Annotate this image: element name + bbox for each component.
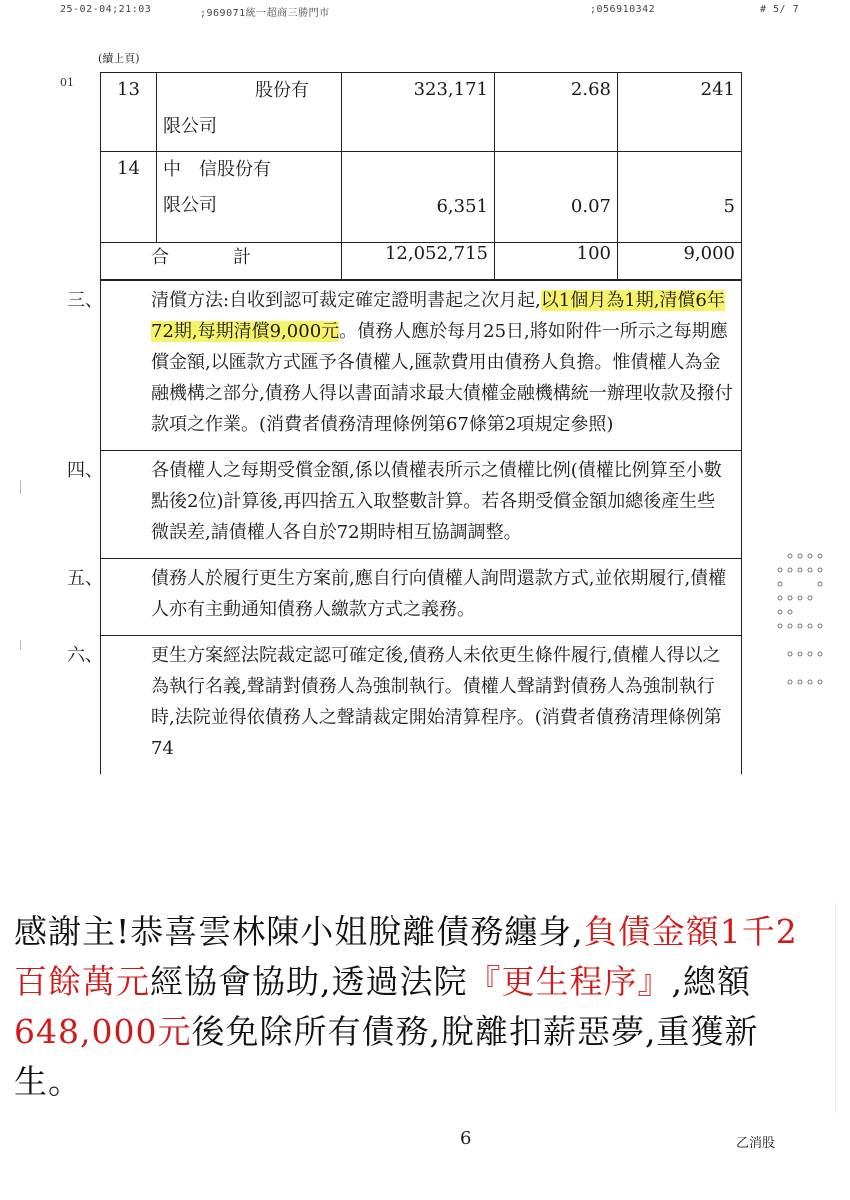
total-amount-highlight: 648,000元 — [14, 1012, 192, 1051]
debt-amount-highlight: 負債金額1千2百餘萬元 — [14, 912, 798, 1001]
creditor-table — [101, 73, 741, 280]
section-number: 四、 — [67, 460, 103, 481]
creditor-name: 中 信股份有 限公司 — [157, 152, 342, 243]
side-number: 01 — [60, 76, 74, 89]
continued-label: (續上頁) — [98, 52, 140, 65]
section-payment-inquiry: 五、 債務人於履行更生方案前,應自行向債權人詢問還款方式,並依期履行,債權人亦有主動通知債務人繳款方式之義務。 — [101, 558, 741, 635]
claim-amount: 323,171 — [342, 73, 495, 152]
section-repayment-method: 三、 清償方法:自收到認可裁定確定證明書起之次月起,以1個月為1期,清償6年72期,每期清償9,000元。債務人應於每月25日,將如附件一所示之每期應償金額,以匯款方式匯予各債權人,匯款費用由債務人負擔。惟債權人為金融機構之部分,債務人得以書面請求最大債權金融機構統一辦理收款及撥付款項之作業。(消費者債務清理條例第67條第2項規定參照) — [101, 280, 741, 450]
page-number: 6 — [460, 1128, 472, 1149]
fax-page: # 5/ 7 — [760, 4, 800, 15]
per-period-amount: 241 — [618, 73, 742, 152]
total-label: 合計 — [101, 243, 342, 280]
fax-datetime: 25-02-04;21:03 — [60, 4, 152, 15]
fax-sender: ;969071統一超商三勝門市 — [200, 8, 330, 19]
fax-header — [60, 4, 830, 18]
section-enforcement: 六、 更生方案經法院裁定認可確定後,債務人未依更生條件履行,債權人得以之為執行名義,聲請對債務人為強制執行。債權人聲請對債務人為強制執行時,法院並得依債務人之聲請裁定開始清算程序。(消費者債務清理條例第74 — [101, 635, 741, 774]
per-period-amount: 5 — [618, 152, 742, 243]
margin-mark — [20, 480, 21, 494]
table-row — [101, 152, 741, 243]
department-label: 乙消股 — [736, 1136, 776, 1151]
procedure-name-highlight: 『更生程序』 — [467, 962, 672, 1001]
fax-number: ;056910342 — [590, 4, 656, 15]
total-ratio: 100 — [495, 243, 618, 280]
margin-mark — [20, 640, 21, 650]
claim-ratio: 0.07 — [495, 152, 618, 243]
redaction — [163, 76, 255, 96]
highlighted-terms: 以1個月為1期,清償6年72期,每期清償9,000元 — [151, 290, 725, 342]
section-number: 六、 — [67, 645, 103, 666]
total-per-period: 9,000 — [618, 243, 742, 280]
table-total-row — [101, 243, 741, 280]
claim-amount: 6,351 — [342, 152, 495, 243]
section-allocation: 四、 各債權人之每期受償金額,係以債權表所示之債權比例(債權比例算至小數點後2位)計算後,再四捨五入取整數計算。若各期受償金額加總後產生些微誤差,請債權人各自於72期時相互協調調整。 — [101, 450, 741, 558]
row-number: 14 — [101, 152, 157, 243]
section-number: 五、 — [67, 568, 103, 589]
table-row — [101, 73, 741, 152]
section-number: 三、 — [67, 290, 103, 311]
total-amount: 12,052,715 — [342, 243, 495, 280]
row-number: 13 — [101, 73, 157, 152]
testimonial-text: 感謝主!恭喜雲林陳小姐脫離債務纏身,負債金額1千2百餘萬元經協會協助,透過法院『更生程序』,總額648,000元後免除所有債務,脫離扣薪惡夢,重獲新生。 — [14, 912, 798, 1101]
testimonial-overlay — [0, 903, 836, 1113]
claim-ratio: 2.68 — [495, 73, 618, 152]
creditor-name: 股份有 限公司 — [157, 73, 342, 152]
punch-dots-decoration — [770, 550, 830, 690]
redaction — [181, 155, 199, 175]
